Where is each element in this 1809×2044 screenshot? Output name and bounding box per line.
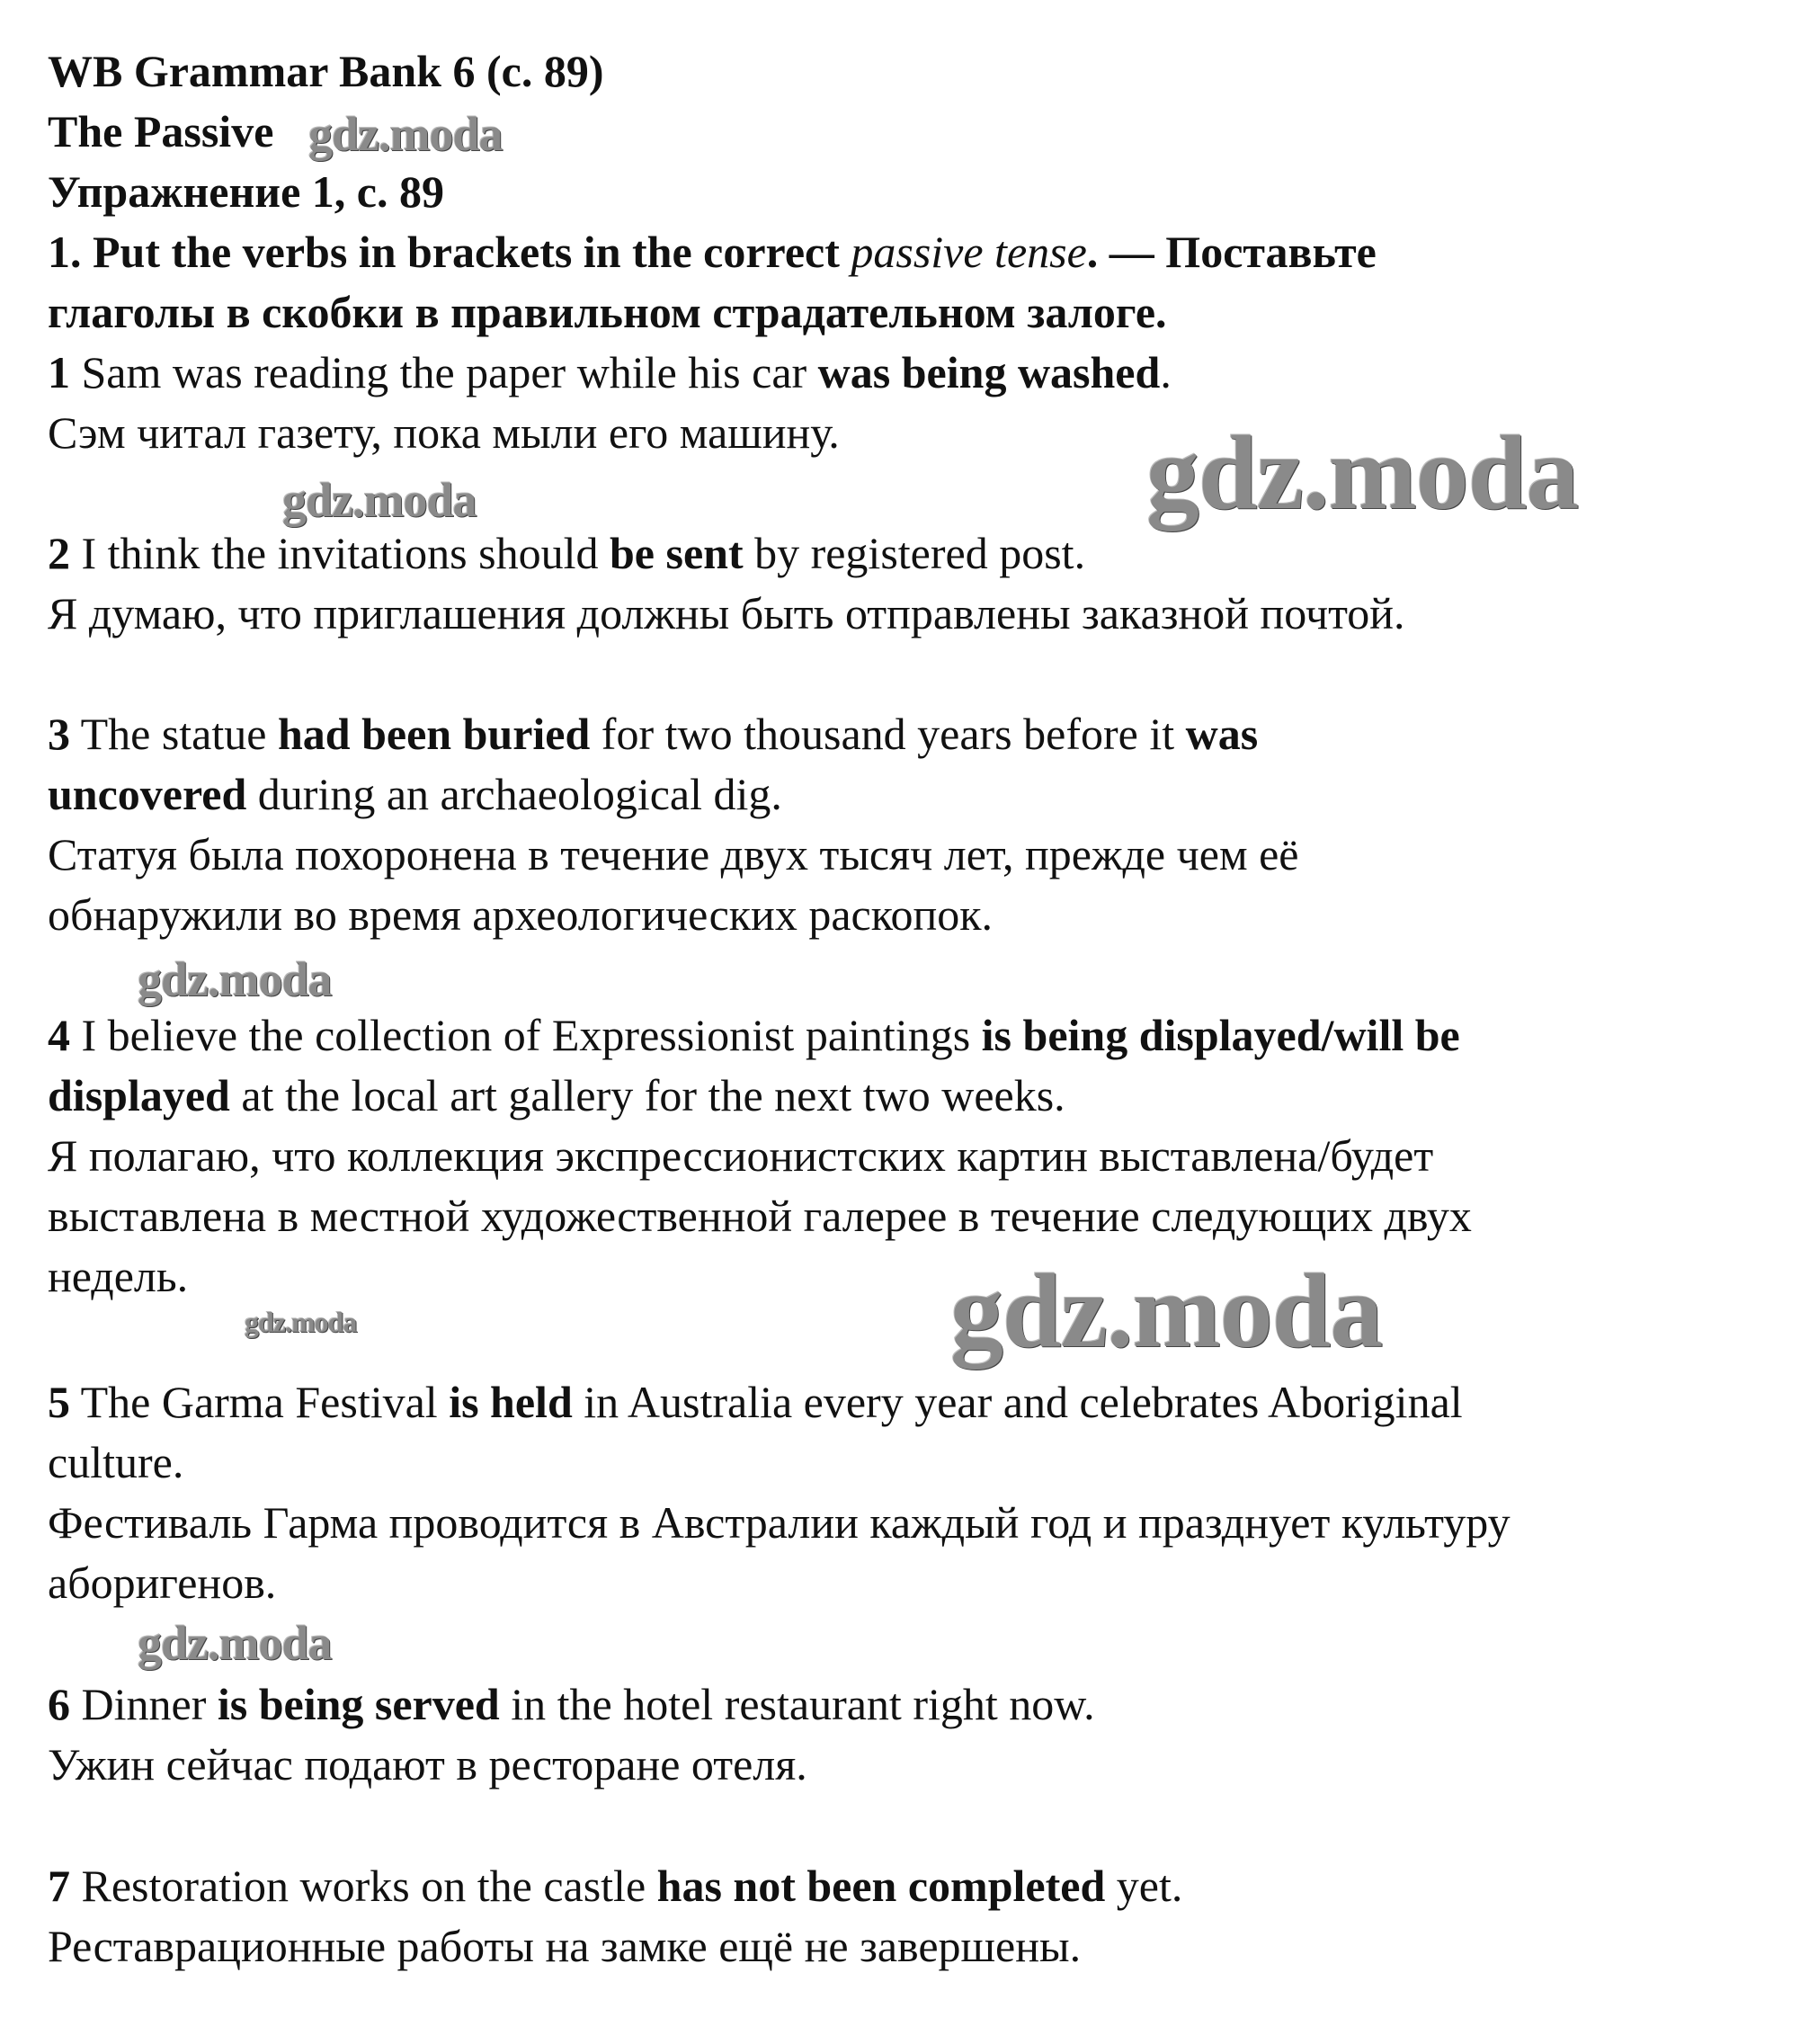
item-4-russian-cont2: недель.: [48, 1251, 189, 1301]
watermark: gdz.moda: [950, 1252, 1383, 1370]
item-text: in Australia every year and celebrates Aboriginal: [572, 1377, 1463, 1427]
watermark: gdz.moda: [138, 952, 332, 1006]
item-text: The statue: [70, 709, 278, 759]
item-text: by registered post.: [743, 528, 1086, 578]
exercise-heading: Упражнение 1, с. 89: [48, 166, 444, 217]
item-5-russian-cont: аборигенов.: [48, 1558, 277, 1608]
item-text: in the hotel restaurant right now.: [499, 1679, 1095, 1729]
item-text: yet.: [1105, 1861, 1183, 1911]
answer: had been buried: [277, 709, 591, 759]
answer: uncovered: [48, 769, 247, 819]
watermark: gdz.moda: [282, 473, 477, 527]
item-text: I think the invitations should: [70, 528, 610, 578]
answer: displayed: [48, 1070, 230, 1120]
task-prefix: 1. Put the verbs in brackets in the correct: [48, 227, 851, 277]
item-7-russian: Реставрационные работы на замке ещё не завершены.: [48, 1921, 1082, 1971]
item-3-russian: Статуя была похоронена в течение двух тысяч лет, прежде чем её: [48, 829, 1299, 879]
task-instruction: [48, 222, 1377, 282]
answer: was being washed: [817, 347, 1161, 397]
item-number: 6: [48, 1679, 70, 1729]
item-3-english-cont: [48, 764, 782, 825]
section-title: The Passive: [48, 106, 274, 156]
item-7-english: [48, 1856, 1182, 1916]
item-number: 5: [48, 1377, 70, 1427]
item-3-russian-cont: обнаружили во время археологических раскопок.: [48, 889, 994, 940]
item-2-english: [48, 523, 1085, 584]
item-text: .: [1160, 347, 1172, 397]
item-1-english: [48, 343, 1172, 403]
answer: is held: [449, 1377, 573, 1427]
item-number: 1: [48, 347, 70, 397]
item-text: at the local art gallery for the next two weeks.: [229, 1070, 1065, 1120]
item-text: The Garma Festival: [70, 1377, 450, 1427]
document-title: WB Grammar Bank 6 (с. 89): [48, 46, 604, 96]
item-number: 7: [48, 1861, 70, 1911]
task-instruction-ru: глаголы в скобки в правильном страдательном залоге.: [48, 287, 1167, 337]
item-text: Restoration works on the castle: [70, 1861, 657, 1911]
task-italic: passive tense: [851, 227, 1087, 277]
answer: is being served: [217, 1679, 500, 1729]
item-5-russian: Фестиваль Гарма проводится в Австралии каждый год и празднует культуру: [48, 1497, 1510, 1548]
watermark: gdz.moda: [1146, 414, 1579, 531]
item-number: 2: [48, 528, 70, 578]
item-text: I believe the collection of Expressionist paintings: [70, 1010, 982, 1060]
watermark: gdz.moda: [308, 107, 503, 161]
item-number: 3: [48, 709, 70, 759]
watermark: gdz.moda: [245, 1306, 357, 1338]
item-text: Sam was reading the paper while his car: [70, 347, 818, 397]
item-6-english: [48, 1674, 1095, 1735]
item-4-russian: Я полагаю, что коллекция экспрессионистских картин выставлена/будет: [48, 1130, 1434, 1181]
item-6-russian: Ужин сейчас подают в ресторане отеля.: [48, 1739, 807, 1790]
item-1-russian: Сэм читал газету, пока мыли его машину.: [48, 407, 840, 458]
item-3-english: [48, 704, 1258, 764]
answer: has not been completed: [656, 1861, 1106, 1911]
task-suffix: . — Поставьте: [1086, 227, 1377, 277]
item-5-english: [48, 1372, 1463, 1433]
answer: be sent: [609, 528, 744, 578]
item-4-english-cont: [48, 1066, 1065, 1126]
item-4-english: [48, 1005, 1460, 1066]
answer: was: [1185, 709, 1259, 759]
item-number: 4: [48, 1010, 70, 1060]
item-4-russian-cont: выставлена в местной художественной галерее в течение следующих двух: [48, 1191, 1472, 1241]
item-text: Dinner: [70, 1679, 218, 1729]
item-text: during an archaeological dig.: [246, 769, 782, 819]
item-2-russian: Я думаю, что приглашения должны быть отправлены заказной почтой.: [48, 588, 1405, 638]
item-5-english-cont: culture.: [48, 1437, 184, 1487]
answer: is being displayed/will be: [981, 1010, 1460, 1060]
watermark: gdz.moda: [138, 1616, 332, 1670]
item-text: for two thousand years before it: [590, 709, 1186, 759]
